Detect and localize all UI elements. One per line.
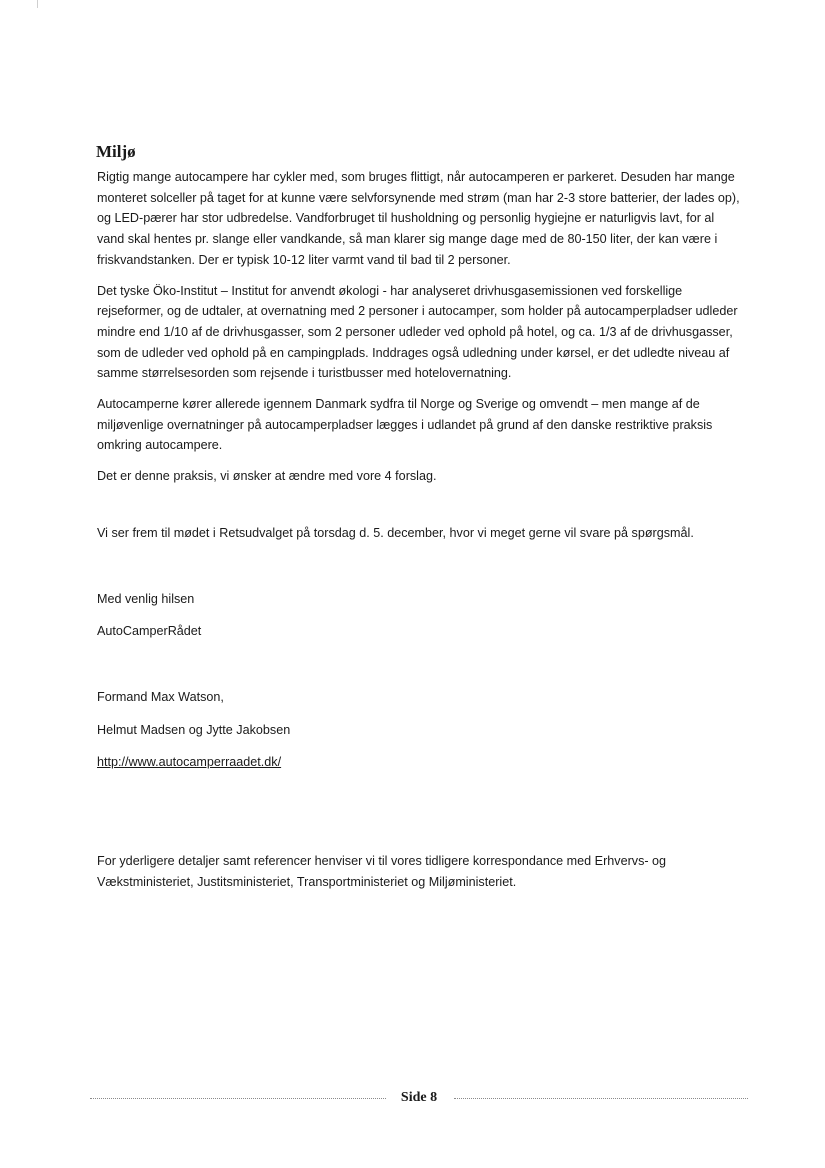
scan-artifact — [37, 0, 38, 8]
page-number: Side 8 — [400, 1090, 438, 1105]
paragraph-bikes-solar: Rigtig mange autocampere har cykler med, som bruges flittigt, når autocamperen er parkeret. Desuden har mange monteret solceller på taget for at kunne være selvforsynende med strøm (man har 2-3 store batterier, der lades op), og LED-pærer har stor udbredelse. Vandforbruget til husholdning og personlig hygiejne er naturligvis lavt, for al vand skal hentes pr. slange eller vandkande, så man klarer sig mange dage med de 80-150 liter, der kan være i friskvandstanken. Der er typisk 10-12 liter varmt vand til bad til 2 personer. — [97, 170, 740, 267]
website-link[interactable]: http://www.autocamperraadet.dk/ — [97, 755, 282, 770]
section-heading: Miljø — [96, 142, 136, 161]
organization-name: AutoCamperRådet — [97, 624, 202, 639]
paragraph-danish-practice: Autocamperne kører allerede igennem Danmark sydfra til Norge og Sverige og omvendt – men mange af de miljøvenlige overnatninger på autocamperpladser lægges i udlandet på grund af den danske restriktive praksis omkring autocampere. — [97, 397, 713, 453]
footnote-text: For yderligere detaljer samt referencer henviser vi til vores tidligere korrespondance med Erhvervs- og Vækstministeriet, Justitsministeriet, Transportministeriet og Miljøministeriet. — [97, 854, 667, 889]
footer-divider-right — [454, 1098, 748, 1099]
paragraph-oeko-institut: Det tyske Öko-Institut – Institut for anvendt økologi - har analyseret drivhusgasemissionen ved forskellige rejseformer, og de udtaler, at overnatning med 2 personer i autocamper, som holder på autocamperpladser udleder mindre end 1/10 af de drivhusgasser, som 2 personer udleder ved ophold på hotel, og ca. 1/3 af de drivhusgasser, som de udleder ved ophold på en campingplads. Inddrages også udledning under kørsel, er det udledte niveau af samme størrelsesorden som rejsende i turistbusser med hotelovernatning. — [97, 283, 738, 381]
greeting: Med venlig hilsen — [97, 591, 195, 606]
meeting-text: Vi ser frem til mødet i Retsudvalget på torsdag d. 5. december, hvor vi meget gerne vil svare på spørgsmål. — [97, 525, 694, 540]
footer-divider-left — [90, 1098, 386, 1099]
page-footer — [90, 1089, 748, 1109]
page-content — [97, 141, 742, 892]
chairman-name: Formand Max Watson, — [97, 689, 224, 704]
members-names: Helmut Madsen og Jytte Jakobsen — [97, 722, 291, 737]
paragraph-proposals: Det er denne praksis, vi ønsker at ændre med vore 4 forslag. — [97, 469, 437, 484]
